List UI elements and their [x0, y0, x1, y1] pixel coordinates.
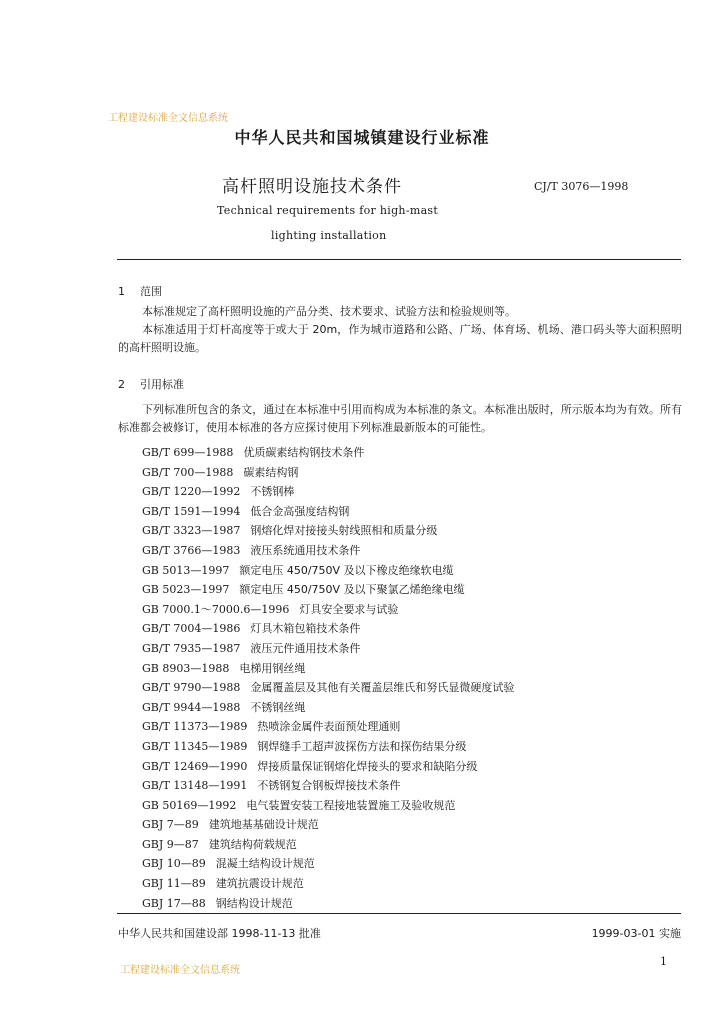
reference-code: GB/T 12469—1990 — [142, 759, 248, 773]
reference-title: 灯具木箱包箱技术条件 — [250, 622, 361, 636]
reference-item — [142, 541, 514, 561]
reference-item — [142, 600, 514, 620]
reference-title: 建筑地基基础设计规范 — [208, 818, 319, 832]
reference-title: 碳素结构钢 — [243, 465, 299, 479]
reference-item — [142, 619, 514, 639]
section-heading-references — [118, 376, 184, 392]
reference-title: 电气装置安装工程接地装置施工及验收规范 — [246, 798, 456, 812]
section-title: 范围 — [140, 285, 162, 298]
reference-title: 低合金高强度结构钢 — [250, 504, 350, 518]
scope-paragraph-2: 本标准适用于灯杆高度等于或大于 20m，作为城市道路和公路、广场、体育场、机场、港口码头等大面积照明的高杆照明设施。 — [118, 323, 682, 354]
reference-list — [142, 443, 514, 913]
reference-item — [142, 737, 514, 757]
reference-item — [142, 815, 514, 835]
reference-title: 电梯用钢丝绳 — [239, 661, 306, 675]
reference-title: 灯具安全要求与试验 — [299, 602, 399, 616]
reference-title: 钢结构设计规范 — [215, 896, 293, 910]
reference-item — [142, 502, 514, 522]
reference-item — [142, 717, 514, 737]
reference-code: GB/T 1591—1994 — [142, 504, 241, 518]
reference-item — [142, 776, 514, 796]
reference-title: 额定电压 450/750V 及以下聚氯乙烯绝缘电缆 — [239, 583, 465, 597]
reference-code: GBJ 17—88 — [142, 896, 206, 910]
approval-line: 中华人民共和国建设部 1998-11-13 批准 — [118, 927, 321, 940]
reference-code: GB 5023—1997 — [142, 583, 230, 597]
reference-code: GB/T 7004—1986 — [142, 622, 241, 636]
reference-code: GB/T 11345—1989 — [142, 739, 248, 753]
reference-code: GBJ 11—89 — [142, 877, 206, 891]
reference-title: 不锈钢丝绳 — [250, 700, 306, 714]
references-intro-paragraph: 下列标准所包含的条文，通过在本标准中引用而构成为本标准的条文。本标准出版时，所示版本均为有效。所有标准都会被修订，使用本标准的各方应探讨使用下列标准最新版本的可能性。 — [118, 403, 682, 434]
reference-title: 不锈钢复合钢板焊接技术条件 — [257, 779, 401, 793]
english-title-line1: Technical requirements for high-mast — [217, 204, 439, 217]
reference-title: 钢熔化焊对接接头射线照相和质量分级 — [250, 524, 438, 538]
reference-title: 混凝土结构设计规范 — [215, 857, 315, 871]
reference-title: 液压元件通用技术条件 — [250, 641, 361, 655]
reference-title: 不锈钢棒 — [250, 485, 295, 499]
reference-item — [142, 580, 514, 600]
reference-item — [142, 757, 514, 777]
reference-title: 钢焊缝手工超声波探伤方法和探伤结果分级 — [257, 739, 467, 753]
reference-code: GB/T 1220—1992 — [142, 485, 241, 499]
english-title-line2: lighting installation — [271, 229, 387, 242]
reference-code: GB/T 699—1988 — [142, 446, 234, 459]
reference-code: GB/T 9790—1988 — [142, 681, 241, 695]
watermark-bottom: 工程建设标准全文信息系统 — [120, 965, 240, 976]
reference-item — [142, 443, 514, 463]
reference-item — [142, 659, 514, 679]
organization-title: 中华人民共和国城镇建设行业标准 — [234, 128, 490, 147]
reference-item — [142, 561, 514, 581]
document-code: CJ/T 3076—1998 — [534, 180, 629, 193]
reference-code: GB/T 3323—1987 — [142, 524, 241, 538]
reference-code: GB 7000.1～7000.6—1996 — [142, 602, 290, 616]
reference-code: GB/T 7935—1987 — [142, 641, 241, 655]
reference-item — [142, 835, 514, 855]
reference-item — [142, 874, 514, 894]
reference-title: 焊接质量保证钢熔化焊接头的要求和缺陷分级 — [257, 759, 478, 773]
header-divider — [117, 259, 681, 260]
reference-item — [142, 639, 514, 659]
reference-code: GBJ 7—89 — [142, 818, 199, 832]
reference-item — [142, 854, 514, 874]
reference-code: GB/T 13148—1991 — [142, 779, 248, 793]
reference-title: 优质碳素结构钢技术条件 — [243, 446, 365, 459]
section-title: 引用标准 — [140, 378, 184, 391]
reference-item — [142, 482, 514, 502]
reference-title: 液压系统通用技术条件 — [250, 543, 361, 557]
reference-code: GB 50169—1992 — [142, 798, 237, 812]
reference-title: 建筑结构荷载规范 — [208, 837, 297, 851]
reference-item — [142, 521, 514, 541]
footer-divider — [117, 913, 681, 914]
reference-code: GB 8903—1988 — [142, 661, 230, 675]
section-number: 2 — [118, 378, 125, 391]
page-number: 1 — [660, 955, 667, 968]
implementation-date: 1999-03-01 实施 — [591, 927, 681, 940]
reference-item — [142, 894, 514, 914]
reference-code: GB/T 3766—1983 — [142, 543, 241, 557]
section-heading-scope — [118, 283, 162, 299]
reference-item — [142, 796, 514, 816]
document-title: 高杆照明设施技术条件 — [222, 177, 402, 197]
reference-item — [142, 463, 514, 483]
scope-paragraph-1: 本标准规定了高杆照明设施的产品分类、技术要求、试验方法和检验规则等。 — [142, 305, 516, 318]
reference-title: 热喷涂金属件表面预处理通则 — [257, 720, 401, 734]
reference-code: GB/T 11373—1989 — [142, 720, 248, 734]
reference-title: 金属覆盖层及其他有关覆盖层维氏和努氏显微硬度试验 — [250, 681, 515, 695]
reference-item — [142, 698, 514, 718]
reference-code: GBJ 10—89 — [142, 857, 206, 871]
reference-item — [142, 678, 514, 698]
reference-code: GBJ 9—87 — [142, 837, 199, 851]
reference-code: GB 5013—1997 — [142, 563, 230, 577]
reference-code: GB/T 9944—1988 — [142, 700, 241, 714]
reference-title: 额定电压 450/750V 及以下橡皮绝缘软电缆 — [239, 563, 454, 577]
section-number: 1 — [118, 285, 125, 298]
reference-code: GB/T 700—1988 — [142, 465, 234, 479]
watermark-top: 工程建设标准全文信息系统 — [108, 113, 228, 124]
reference-title: 建筑抗震设计规范 — [215, 877, 304, 891]
